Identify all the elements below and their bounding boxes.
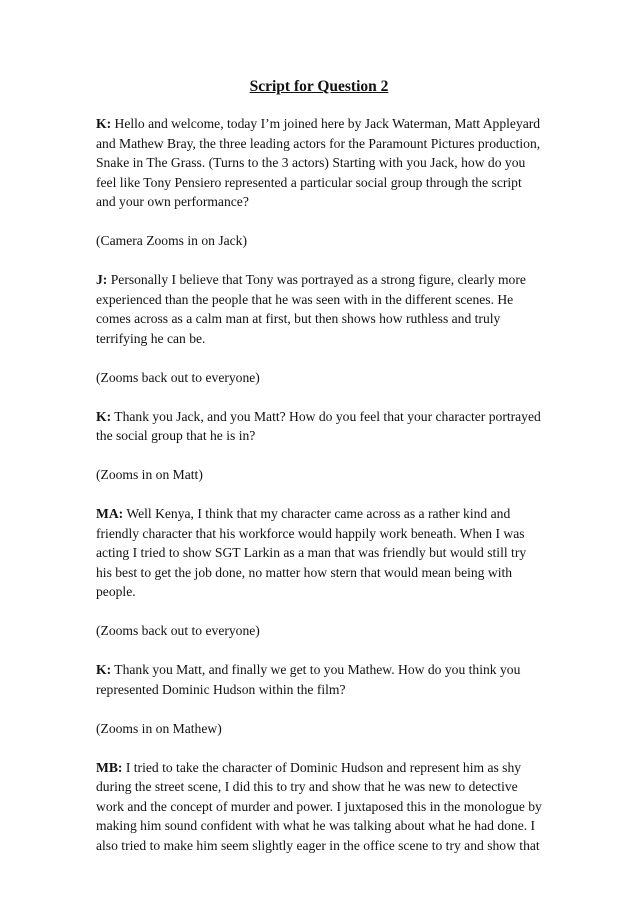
dialogue-mb <box>96 758 542 856</box>
dialogue-j <box>96 270 542 348</box>
dialogue-text: Personally I believe that Tony was portrayed as a strong figure, clearly more experienced than the people that he was seen with in the different scenes. He comes across as a calm man at first, but then shows how ruthless and truly terrifying he can be. <box>96 272 526 346</box>
dialogue-text: I tried to take the character of Dominic Hudson and represent him as shy during the street scene, I did this to try and show that he was new to detective work and the concept of murder and power. I juxtaposed this in the monologue by making him sound confident with what he was talking about what he had done. I also tried to make him seem slightly eager in the office scene to try and show that <box>96 759 542 853</box>
speaker-label: K: <box>96 662 112 677</box>
stage-direction-text: (Zooms back out to everyone) <box>96 369 260 385</box>
speaker-label: MA: <box>96 506 124 521</box>
dialogue-k-mathew <box>96 660 542 699</box>
dialogue-text: Well Kenya, I think that my character came across as a rather kind and friendly character that his workforce would happily work beneath. When I was acting I tried to show SGT Larkin as a man that was friendly but would still try his best to get the job done, no matter how stern that would mean being with people. <box>96 506 527 599</box>
speaker-label: MB: <box>96 759 123 775</box>
script-document <box>96 76 542 875</box>
dialogue-text: Thank you Matt, and finally we get to you Mathew. How do you think you represented Dominic Hudson within the film? <box>96 662 521 697</box>
dialogue-text: Thank you Jack, and you Matt? How do you feel that your character portrayed the social group that he is in? <box>96 408 541 443</box>
stage-direction <box>96 231 542 251</box>
document-title: Script for Question 2 <box>249 78 389 95</box>
speaker-label: K: <box>96 116 112 131</box>
stage-direction <box>96 719 542 739</box>
dialogue-k-intro <box>96 114 542 212</box>
stage-direction-text: (Camera Zooms in on Jack) <box>96 233 247 248</box>
speaker-label: K: <box>96 408 112 424</box>
stage-direction-text: (Zooms in on Mathew) <box>96 720 222 736</box>
dialogue-k-matt <box>96 407 542 446</box>
speaker-label: J: <box>96 272 108 287</box>
dialogue-ma <box>96 504 542 602</box>
stage-direction <box>96 465 542 485</box>
stage-direction-text: (Zooms in on Matt) <box>96 467 203 482</box>
dialogue-text: Hello and welcome, today I’m joined here by Jack Waterman, Matt Appleyard and Mathew Bray, the three leading actors for the Paramount Pictures production, Snake in The Grass. (Turns to the 3 actors) Starting with you Jack, how do you feel like Tony Pensiero represented a particular social group through the script and your own performance? <box>96 116 541 209</box>
stage-direction <box>96 368 542 388</box>
stage-direction-text: (Zooms back out to everyone) <box>96 623 260 638</box>
stage-direction <box>96 621 542 641</box>
